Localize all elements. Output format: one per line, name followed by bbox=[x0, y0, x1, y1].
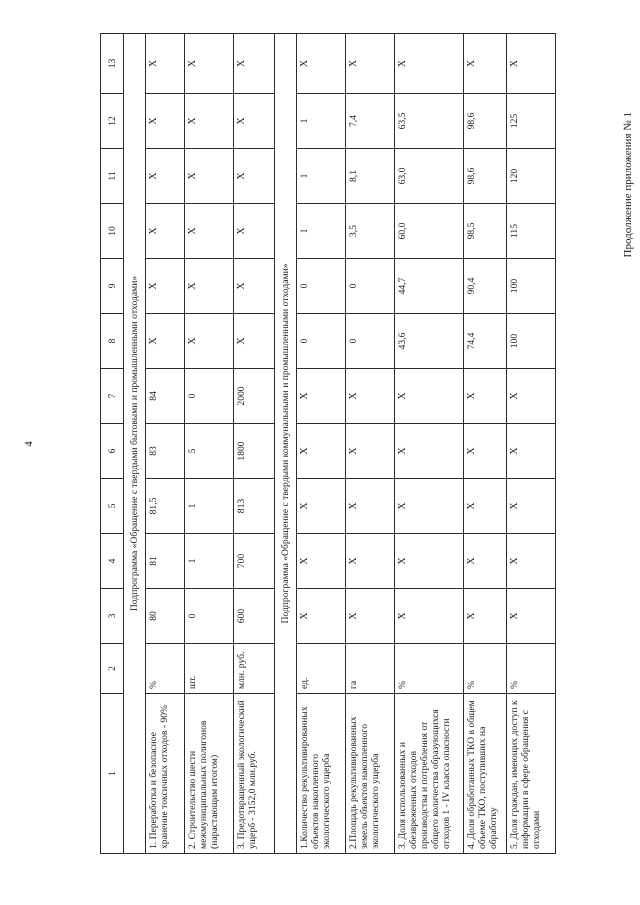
value-cell: X bbox=[395, 34, 464, 94]
value-cell: 120 bbox=[507, 149, 556, 204]
column-header: 9 bbox=[101, 259, 124, 314]
value-cell: X bbox=[464, 34, 507, 94]
value-cell: 0 bbox=[346, 314, 395, 369]
column-header: 1 bbox=[101, 694, 124, 854]
column-header: 10 bbox=[101, 204, 124, 259]
value-cell: 115 bbox=[507, 204, 556, 259]
unit-cell: млн. руб. bbox=[234, 644, 275, 694]
value-cell: 0 bbox=[297, 314, 346, 369]
value-cell: X bbox=[297, 369, 346, 424]
unit-cell: шт. bbox=[185, 644, 234, 694]
column-header: 6 bbox=[101, 424, 124, 479]
value-cell: X bbox=[146, 314, 185, 369]
section-title-row bbox=[124, 34, 146, 854]
value-cell: 2000 bbox=[234, 369, 275, 424]
value-cell: 83 bbox=[146, 424, 185, 479]
column-header: 2 bbox=[101, 644, 124, 694]
value-cell: 84 bbox=[146, 369, 185, 424]
value-cell: 63,5 bbox=[395, 94, 464, 149]
indicator-name: 2. Строительство шести межмуниципальных полигонов (нарастающим итогом) bbox=[185, 694, 234, 854]
value-cell: X bbox=[146, 259, 185, 314]
value-cell: X bbox=[464, 369, 507, 424]
value-cell: X bbox=[297, 34, 346, 94]
unit-cell: % bbox=[395, 644, 464, 694]
column-header: 12 bbox=[101, 94, 124, 149]
value-cell: 43,6 bbox=[395, 314, 464, 369]
value-cell: 1 bbox=[297, 94, 346, 149]
indicator-name: 3. Доля использованных и обезвреженных отходов производства и потребления от общего количества образующихся отходов 1 - IV класса опасности bbox=[395, 694, 464, 854]
value-cell: X bbox=[185, 94, 234, 149]
value-cell: X bbox=[464, 479, 507, 534]
value-cell: X bbox=[185, 259, 234, 314]
value-cell: X bbox=[234, 94, 275, 149]
value-cell: 74,4 bbox=[464, 314, 507, 369]
value-cell: 81 bbox=[146, 534, 185, 589]
value-cell: 90,4 bbox=[464, 259, 507, 314]
value-cell: X bbox=[185, 34, 234, 94]
value-cell: 600 bbox=[234, 589, 275, 644]
value-cell: X bbox=[185, 204, 234, 259]
value-cell: X bbox=[297, 479, 346, 534]
page-number: 4 bbox=[23, 441, 35, 447]
value-cell: X bbox=[507, 424, 556, 479]
value-cell: 80 bbox=[146, 589, 185, 644]
section-title: Подпрограмма «Обращение с твердыми коммунальными и промышленными отходами» bbox=[275, 34, 297, 854]
indicator-name: 4. Доля обработанных ТКО в общем объеме ТКО, поступивших на обработку bbox=[464, 694, 507, 854]
value-cell: 1 bbox=[297, 204, 346, 259]
column-header: 5 bbox=[101, 479, 124, 534]
value-cell: X bbox=[234, 149, 275, 204]
column-header: 13 bbox=[101, 34, 124, 94]
unit-cell: % bbox=[507, 644, 556, 694]
table-row bbox=[297, 34, 346, 854]
value-cell: 1 bbox=[297, 149, 346, 204]
column-header: 3 bbox=[101, 589, 124, 644]
indicator-name: 1.Количество рекультивированных объектов накопленного экологического ущерба bbox=[297, 694, 346, 854]
value-cell: 60,0 bbox=[395, 204, 464, 259]
value-cell: X bbox=[395, 479, 464, 534]
unit-cell: % bbox=[146, 644, 185, 694]
value-cell: X bbox=[346, 479, 395, 534]
column-header: 8 bbox=[101, 314, 124, 369]
value-cell: 813 bbox=[234, 479, 275, 534]
value-cell: X bbox=[464, 534, 507, 589]
value-cell: X bbox=[346, 534, 395, 589]
value-cell: X bbox=[234, 34, 275, 94]
section-title-row bbox=[275, 34, 297, 854]
value-cell: X bbox=[234, 204, 275, 259]
unit-cell: % bbox=[464, 644, 507, 694]
indicator-name: 3. Предотвращенный экологический ущерб - 3152,0 млн.руб. bbox=[234, 694, 275, 854]
table-row bbox=[234, 34, 275, 854]
value-cell: 5 bbox=[185, 424, 234, 479]
header-row bbox=[101, 34, 124, 854]
value-cell: 0 bbox=[346, 259, 395, 314]
value-cell: 8,1 bbox=[346, 149, 395, 204]
table-row bbox=[395, 34, 464, 854]
value-cell: 1800 bbox=[234, 424, 275, 479]
value-cell: 100 bbox=[507, 259, 556, 314]
unit-cell: га bbox=[346, 644, 395, 694]
value-cell: X bbox=[346, 589, 395, 644]
value-cell: X bbox=[507, 369, 556, 424]
value-cell: 7,4 bbox=[346, 94, 395, 149]
value-cell: X bbox=[507, 534, 556, 589]
column-header: 7 bbox=[101, 369, 124, 424]
value-cell: X bbox=[346, 34, 395, 94]
value-cell: X bbox=[507, 589, 556, 644]
value-cell: X bbox=[395, 534, 464, 589]
value-cell: 98,6 bbox=[464, 94, 507, 149]
table-row bbox=[507, 34, 556, 854]
table-row bbox=[146, 34, 185, 854]
value-cell: 81,5 bbox=[146, 479, 185, 534]
indicators-table bbox=[100, 33, 556, 854]
indicator-name: 5. Доля граждан, имеющих доступ к информации в сфере обращения с отходами bbox=[507, 694, 556, 854]
value-cell: X bbox=[185, 149, 234, 204]
value-cell: X bbox=[146, 94, 185, 149]
value-cell: 0 bbox=[185, 369, 234, 424]
column-header: 4 bbox=[101, 534, 124, 589]
value-cell: X bbox=[464, 589, 507, 644]
unit-cell: ед. bbox=[297, 644, 346, 694]
value-cell: X bbox=[234, 259, 275, 314]
value-cell: 0 bbox=[185, 589, 234, 644]
value-cell: X bbox=[234, 314, 275, 369]
value-cell: 125 bbox=[507, 94, 556, 149]
value-cell: 700 bbox=[234, 534, 275, 589]
value-cell: X bbox=[297, 589, 346, 644]
column-header: 11 bbox=[101, 149, 124, 204]
section-title: Подпрограмма «Обращение с твердыми бытовыми и промышленными отходами» bbox=[124, 34, 146, 854]
value-cell: X bbox=[297, 424, 346, 479]
value-cell: X bbox=[146, 204, 185, 259]
rotated-table-container bbox=[100, 34, 620, 854]
value-cell: 98,6 bbox=[464, 149, 507, 204]
value-cell: X bbox=[395, 589, 464, 644]
value-cell: 0 bbox=[297, 259, 346, 314]
value-cell: X bbox=[395, 424, 464, 479]
value-cell: X bbox=[464, 424, 507, 479]
value-cell: 100 bbox=[507, 314, 556, 369]
value-cell: X bbox=[185, 314, 234, 369]
value-cell: X bbox=[346, 369, 395, 424]
indicator-name: 1. Переработка и безопасное хранение токсичных отходов - 90% bbox=[146, 694, 185, 854]
value-cell: X bbox=[507, 34, 556, 94]
indicator-name: 2.Площадь рекультивированных земель объектов накопленного экологического ущерба bbox=[346, 694, 395, 854]
value-cell: X bbox=[297, 534, 346, 589]
value-cell: 98,5 bbox=[464, 204, 507, 259]
table-row bbox=[185, 34, 234, 854]
value-cell: X bbox=[346, 424, 395, 479]
value-cell: X bbox=[146, 34, 185, 94]
value-cell: 1 bbox=[185, 534, 234, 589]
value-cell: X bbox=[507, 479, 556, 534]
value-cell: 3,5 bbox=[346, 204, 395, 259]
value-cell: 44,7 bbox=[395, 259, 464, 314]
table-row bbox=[346, 34, 395, 854]
value-cell: X bbox=[395, 369, 464, 424]
value-cell: X bbox=[146, 149, 185, 204]
appendix-caption: Продолжение приложения № 1 bbox=[622, 112, 634, 258]
value-cell: 1 bbox=[185, 479, 234, 534]
value-cell: 63,0 bbox=[395, 149, 464, 204]
table-row bbox=[464, 34, 507, 854]
